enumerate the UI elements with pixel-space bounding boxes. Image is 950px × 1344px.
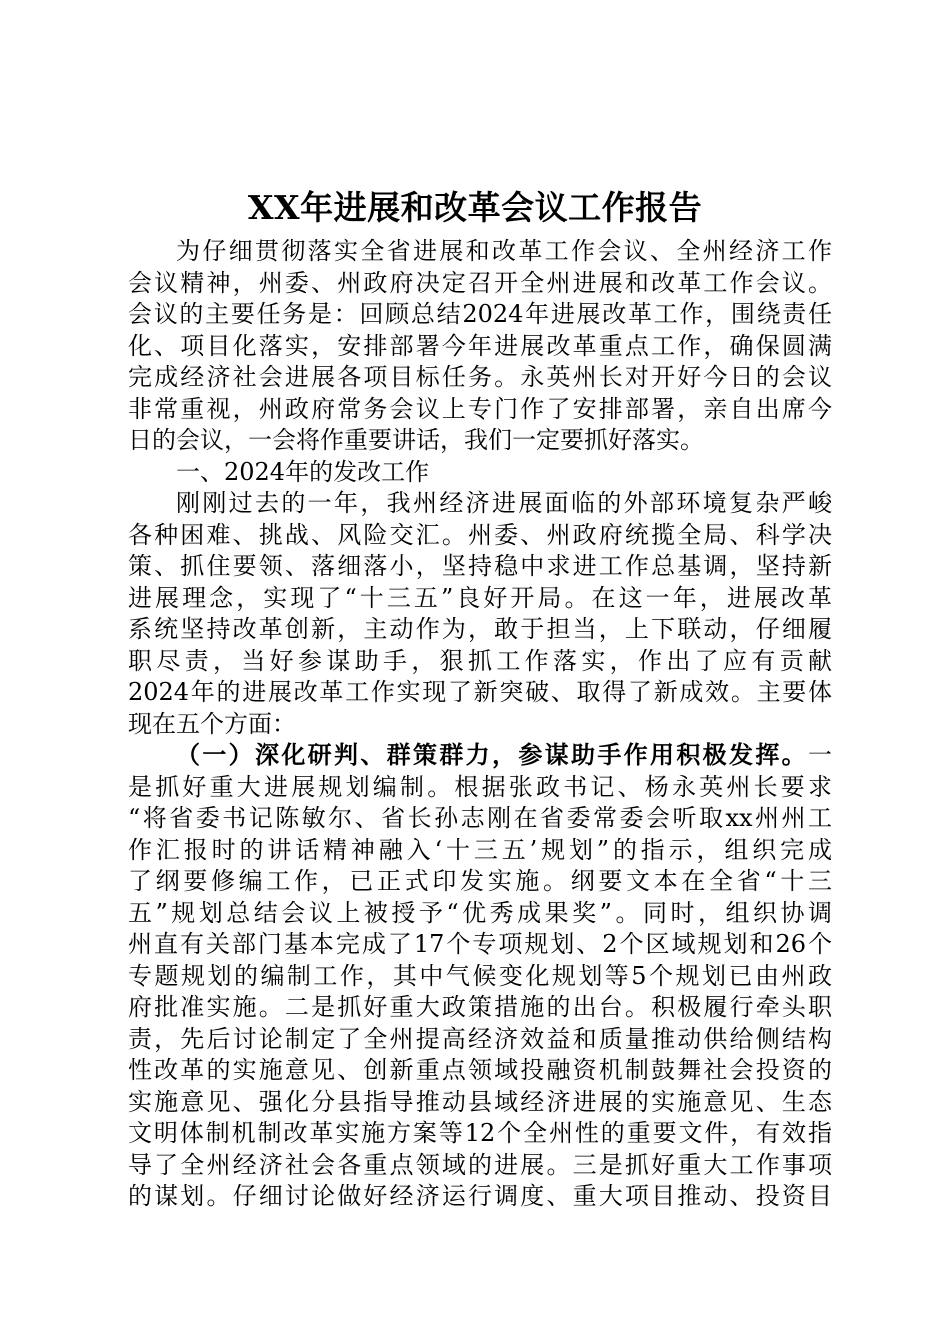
paragraph-line: 了纲要修编工作，已正式印发实施。纲要文本在全省“十三 [128,867,832,895]
paragraph-line: 进展理念，实现了“十三五”良好开局。在这一年，进展改革 [128,583,832,612]
paragraph-line: 系统坚持改革创新，主动作为，敢于担当，上下联动，仔细履 [128,615,832,643]
paragraph-line: 化、项目化落实，安排部署今年进展改革重点工作，确保圆满 [128,331,832,360]
paragraph-line: 非常重视，州政府常务会议上专门作了安排部署，亲自出席今 [128,394,832,423]
paragraph-line: 2024年的进展改革工作实现了新突破、取得了新成效。主要体 [128,678,832,706]
paragraph-line: 实施意见、强化分县指导推动县域经济进展的实施意见、生态 [128,1087,832,1116]
paragraph-line: 责，先后讨论制定了全州提高经济效益和质量推动供给侧结构 [128,1024,832,1053]
paragraph-line: 现在五个方面： [128,709,296,738]
paragraph-line: 府批准实施。二是抓好重大政策措施的出台。积极履行牵头职 [128,993,832,1021]
paragraph-line: 是抓好重大进展规划编制。根据张政书记、杨永英州长要求 [128,772,832,801]
paragraph-line: 作汇报时的讲话精神融入‘十三五’规划”的指示，组织完成 [128,835,832,864]
paragraph-line: 会议的主要任务是：回顾总结2024年进展改革工作，围绕责任 [128,300,832,328]
paragraph-line: 刚刚过去的一年，我州经济进展面临的外部环境复杂严峻 [176,489,832,517]
subsection-lead-line [128,740,832,772]
section-heading: 一、2024年的发改工作 [176,457,430,486]
paragraph-line: 完成经济社会进展各项目标任务。永英州长对开好今日的会议 [128,363,832,391]
paragraph-line: “将省委书记陈敏尔、省长孙志刚在省委常委会听取xx州州工 [128,804,832,832]
paragraph-line: 专题规划的编制工作，其中气候变化规划等5个规划已由州政 [128,961,832,990]
paragraph-line: 文明体制机制改革实施方案等12个全州性的重要文件，有效指 [128,1119,832,1147]
paragraph-line: 职尽责，当好参谋助手，狠抓工作落实，作出了应有贡献 [128,646,832,675]
subsection-lead-tail: 一 [808,741,832,769]
paragraph-line: 导了全州经济社会各重点领域的进展。三是抓好重大工作事项 [128,1150,832,1179]
paragraph-line: 性改革的实施意见、创新重点领域投融资机制鼓舞社会投资的 [128,1056,832,1084]
paragraph-line: 的谋划。仔细讨论做好经济运行调度、重大项目推动、投资目 [128,1182,832,1210]
paragraph-line: 各种困难、挑战、风险交汇。州委、州政府统揽全局、科学决 [128,520,832,549]
paragraph-line: 州直有关部门基本完成了17个专项规划、2个区域规划和26个 [128,930,832,958]
paragraph-line: 五”规划总结会议上被授予“优秀成果奖”。同时，组织协调 [128,898,832,927]
subsection-heading: （一）深化研判、群策群力，参谋助手作用积极发挥。 [176,741,808,769]
document-title: XX年进展和改革会议工作报告 [247,188,703,227]
paragraph-line: 策、抓住要领、落细落小，坚持稳中求进工作总基调，坚持新 [128,552,832,580]
paragraph-line: 会议精神，州委、州政府决定召开全州进展和改革工作会议。 [128,268,832,297]
paragraph-line: 为仔细贯彻落实全省进展和改革工作会议、全州经济工作 [176,237,832,265]
document-body [128,236,832,1213]
paragraph-line: 日的会议，一会将作重要讲话，我们一定要抓好落实。 [128,426,704,454]
